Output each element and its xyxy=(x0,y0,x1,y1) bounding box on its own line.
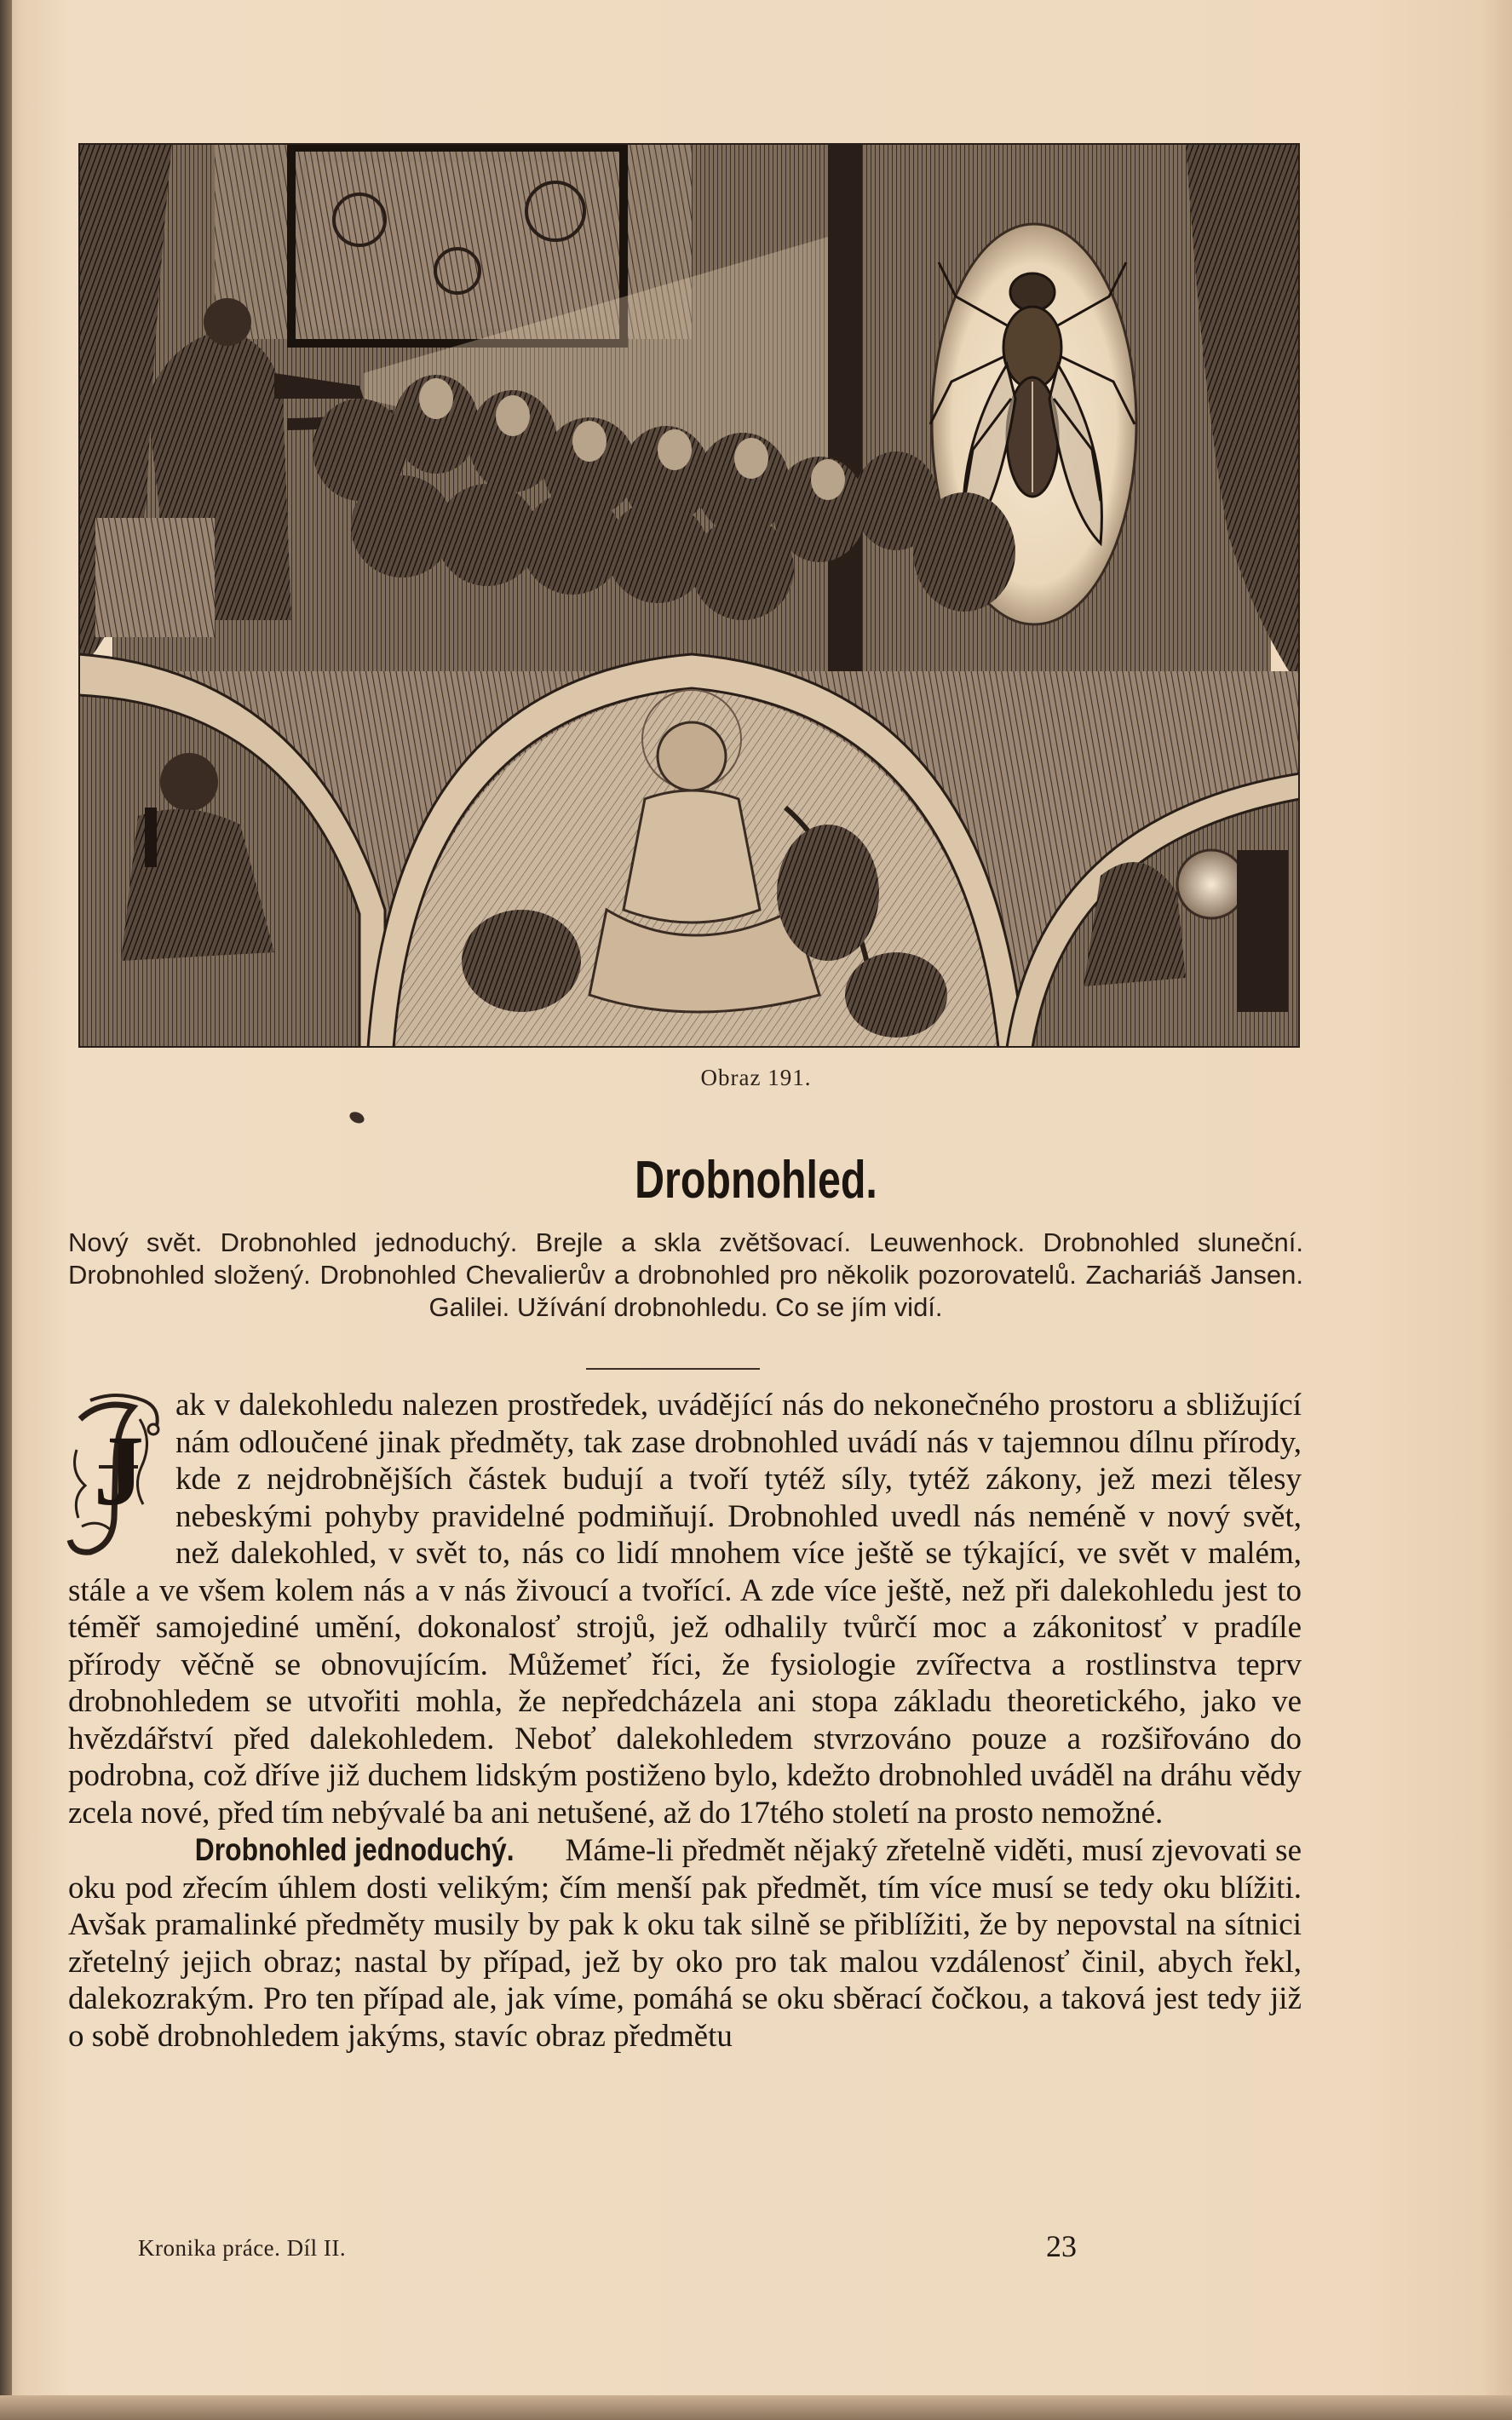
page-bottom-edge xyxy=(0,2395,1512,2420)
chapter-summary: Nový svět. Drobnohled jednoduchý. Brejle a skla zvětšovací. Leuwenhock. Drobnohled sluneční. Drobnohled složený. Drobnohled Chevalierův a drobnohled pro několik pozorovatelů. Zachariáš Jansen. Galilei. Užívání drobnohledu. Co se jím vidí. xyxy=(68,1227,1303,1322)
engraving-illustration xyxy=(78,143,1300,1048)
chapter-title: Drobnohled. xyxy=(635,1151,877,1210)
page-spine xyxy=(0,0,12,2420)
ink-spot xyxy=(348,1110,365,1125)
footer-signature: 23 xyxy=(1046,2229,1077,2263)
figure-caption: Obraz 191. xyxy=(700,1065,812,1090)
dropcap-letter: J xyxy=(94,1415,144,1526)
body-text xyxy=(68,1387,1302,2055)
paragraph-2-text: Máme-li předmět nějaký zřetelně viděti, musí zjevovati se oku pod zřecím úhlem dosti velikým; čím menší pak předmět, tím více musí se tedy oku blížiti. Avšak pramalinké předměty musily by pak k oku tak silně se přiblížiti, že by nepovstal na sítnici zřetelný jejich obraz; nastal by případ, jež by oko pro tak malou vzdálenosť činil, abych řekl, dalekozrakým. Pro ten případ ale, jak víme, pomáhá se oku sběrací čočkou, a taková jest tedy již o sobě drobnohledem jakýms, stavíc obraz předmětu xyxy=(68,1833,1302,2054)
paragraph-1: ak v dalekohledu nalezen prostředek, uvádějící nás do nekonečného prostoru a sbližující nám odloučené jinak předměty, tak zase drobnohled uvádí nás v tajemnou dílnu přírody, kde z nejdrobnějších částek budují a tvoří tytéž síly, tytéž zákony, jež mezi tělesy nebeskými pohyby pravidelné podmiňují. Drobnohled uvedl nás neméně v nový svět, než dalekohled, v svět to, nás co lidí mnohem více ještě se týkající, ve svět v malém, stále a ve všem kolem nás a v nás živoucí a tvořící. A zde více ještě, než při dalekohledu jest to téměř samojediné umění, dokonalosť strojů, jež odhalily tvůrčí moc a zákonitosť v pradíle přírody věčně se obnovujícím. Můžemeť říci, že fysiologie zvířectva a rostlinstva teprv drobnohledem se utvořiti mohla, že nepředcházela ani stopa základu theoretického, jako ve hvězdářství před dalekohledem. Neboť dalekohledem stvrzováno pouze a rozšiřováno do podrobna, což dříve již duchem lidským postiženo bylo, kdežto drobnohled uváděl na dráhu vědy zcela nové, před tím nebývalé ba ani netušené, až do 17tého století na prosto nemožné. xyxy=(68,1388,1302,1831)
paragraph-2 xyxy=(68,1831,1302,2055)
separator-rule xyxy=(586,1368,760,1370)
ornamental-dropcap-icon xyxy=(65,1390,165,1561)
footer-publication: Kronika práce. Díl II. xyxy=(138,2235,347,2261)
paragraph-2-lead: Drobnohled jednoduchý. xyxy=(194,1832,515,1867)
